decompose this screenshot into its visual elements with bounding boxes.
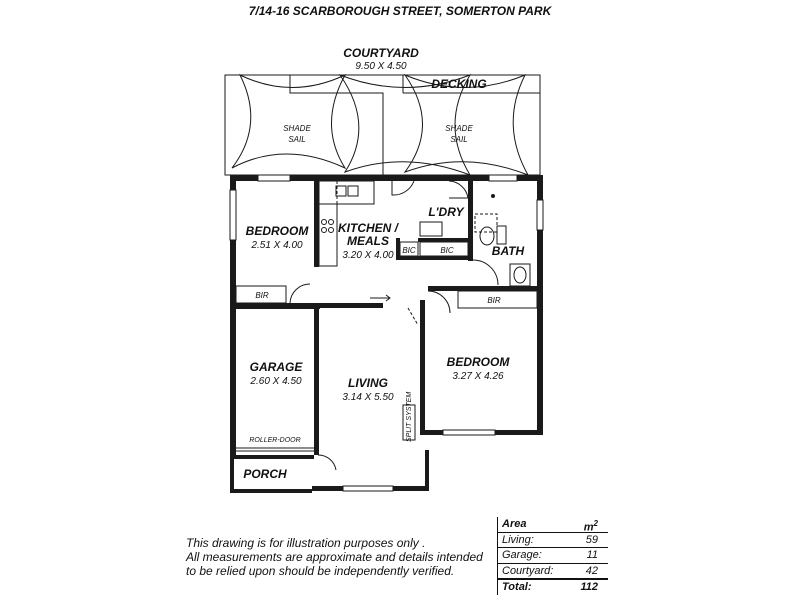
bedroom2-label: BEDROOM: [446, 355, 510, 369]
split-system-label: SPLIT SYSTEM: [406, 391, 413, 442]
courtyard-label: COURTYARD: [343, 46, 419, 60]
kitchen-dims: 3.20 X 4.00: [342, 250, 394, 261]
shade-sail-right-line1: SHADE: [445, 124, 473, 133]
living-dims: 3.14 X 5.50: [342, 392, 394, 403]
area-total-value: 112: [580, 581, 598, 593]
roller-door-label: ROLLER-DOOR: [249, 437, 301, 444]
area-row-label: Courtyard:: [502, 564, 554, 577]
courtyard-dims: 9.50 X 4.50: [355, 61, 407, 72]
area-row-label: Living:: [502, 533, 534, 546]
area-row-garage: [498, 548, 608, 564]
area-row-label: Garage:: [502, 549, 542, 561]
bir1-label: BIR: [255, 291, 269, 300]
area-row-courtyard: [498, 564, 608, 580]
disclaimer-line3: to be relied upon should be independently verified.: [186, 564, 455, 578]
bedroom1-dims: 2.51 X 4.00: [251, 240, 303, 251]
bedroom1-label: BEDROOM: [245, 224, 309, 238]
disclaimer-line1: This drawing is for illustration purposes only .: [186, 536, 426, 550]
laundry-label: L'DRY: [428, 205, 464, 219]
shade-sail-left: [232, 75, 345, 168]
bic1-label: BIC: [402, 246, 416, 255]
decking-label: DECKING: [431, 77, 487, 91]
shade-sail-left-line2: SAIL: [288, 135, 306, 144]
plan-title: 7/14-16 SCARBOROUGH STREET, SOMERTON PARK: [248, 4, 552, 18]
living-label: LIVING: [347, 376, 389, 390]
garage-dims: 2.60 X 4.50: [250, 376, 302, 387]
garage-label: GARAGE: [249, 360, 303, 374]
area-row-value: 59: [585, 533, 598, 546]
area-row-total: [498, 579, 608, 595]
disclaimer-line2: All measurements are approximate and details intended: [186, 550, 483, 564]
area-row-value: 42: [585, 564, 598, 577]
kitchen-label-line1: KITCHEN /: [338, 221, 398, 235]
shade-sail-right-line2: SAIL: [450, 135, 468, 144]
shade-sail-left-line1: SHADE: [283, 124, 311, 133]
bedroom2-dims: 3.27 X 4.26: [452, 371, 504, 382]
area-total-label: Total:: [502, 581, 532, 593]
area-row-value: 11: [586, 549, 598, 561]
disclaimer: [186, 536, 486, 578]
area-header-label: Area: [502, 518, 527, 530]
area-unit: $m^2$: [583, 519, 598, 534]
area-table: [497, 517, 608, 595]
kitchen-label-line2: MEALS: [347, 234, 389, 248]
area-table-header: [498, 517, 608, 533]
courtyard-area: [225, 75, 540, 175]
bath-label: BATH: [491, 244, 525, 258]
porch-label: PORCH: [243, 467, 287, 481]
bic2-label: BIC: [440, 246, 454, 255]
area-row-living: [498, 533, 608, 549]
bir2-label: BIR: [487, 296, 501, 305]
